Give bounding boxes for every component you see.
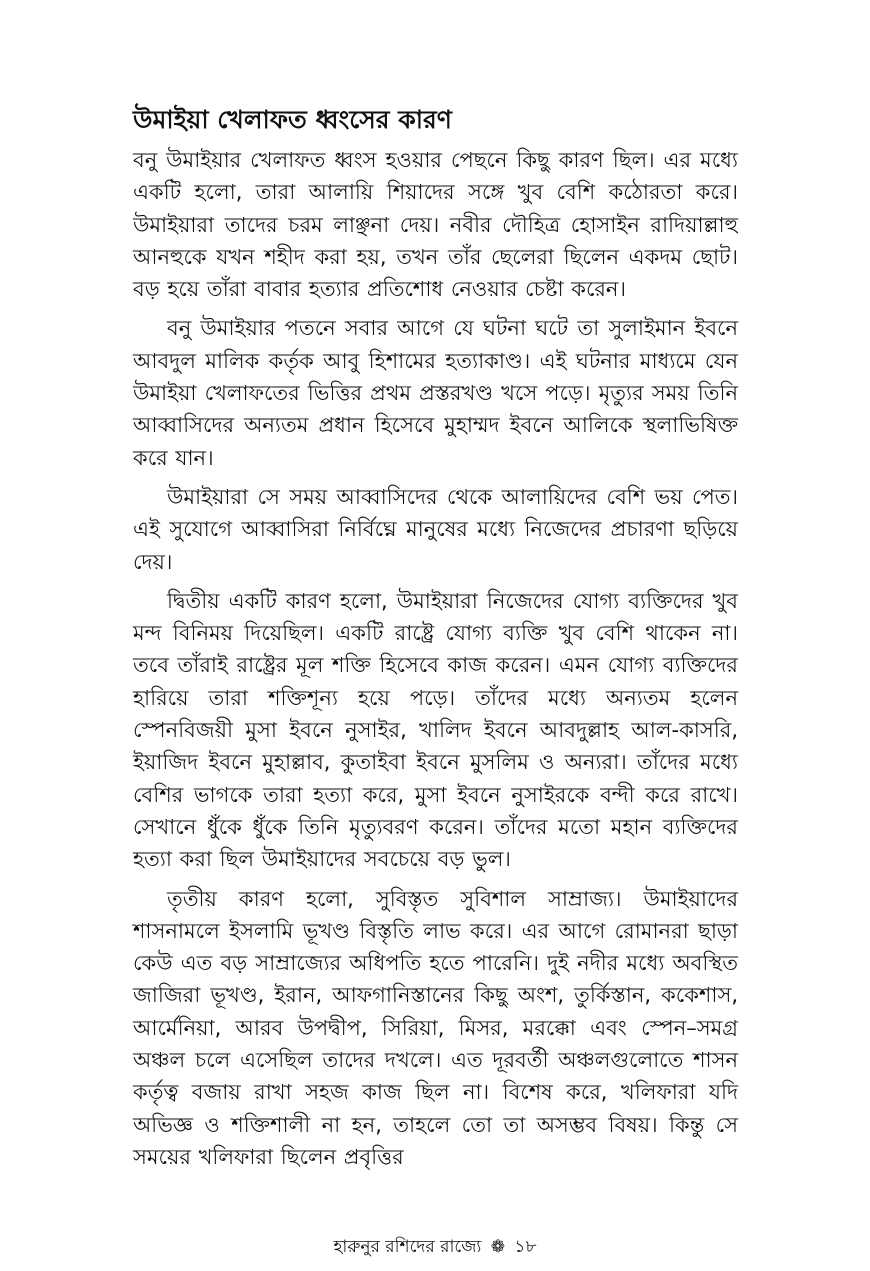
paragraph-5: তৃতীয় কারণ হলো, সুবিস্তৃত সুবিশাল সাম্রাজ্য। উমাইয়াদের শাসনামলে ইসলামি ভূখণ্ড বিস্তৃতি লাভ করে। এর আগে রোমানরা ছাড়া কেউ এত বড় সাম্রাজ্যের অধিপতি হতে পারেনি। দুই নদীর মধ্যে অবস্থিত জাজিরা ভূখণ্ড, ইরান, আফগানিস্তানের কিছু অংশ, তুর্কিস্তান, ককেশাস, আর্মেনিয়া, আরব উপদ্বীপ, সিরিয়া, মিসর, মরক্কো এবং স্পেন–সমগ্র অঞ্চল চলে এসেছিল তাদের দখলে। এত দূরবর্তী অঞ্চলগুলোতে শাসন কর্তৃত্ব বজায় রাখা সহজ কাজ ছিল না। বিশেষ করে, খলিফারা যদি অভিজ্ঞ ও শক্তিশালী না হন, তাহলে তো তা অসম্ভব বিষয়। কিন্তু সে সময়ের খলিফারা ছিলেন প্রবৃত্তির [133, 886, 738, 1169]
paragraph-3: উমাইয়ারা সে সময় আব্বাসিদের থেকে আলায়িদের বেশি ভয় পেত। এই সুযোগে আব্বাসিরা নির্বিঘ্নে মানুষের মধ্যে নিজেদের প্রচারণা ছড়িয়ে দেয়। [133, 484, 738, 574]
page-number: ১৮ [514, 1237, 537, 1257]
paragraph-2: বনু উমাইয়ার পতনে সবার আগে যে ঘটনা ঘটে তা সুলাইমান ইবনে আবদুল মালিক কর্তৃক আবু হিশামের হত্যাকাণ্ড। এই ঘটনার মাধ্যমে যেন উমাইয়া খেলাফতের ভিত্তির প্রথম প্রস্তরখণ্ড খসে পড়ে। মৃত্যুর সময় তিনি আব্বাসিদের অন্যতম প্রধান হিসেবে মুহাম্মদ ইবনে আলিকে স্থলাভিষিক্ত করে যান। [133, 316, 738, 470]
paragraph-4: দ্বিতীয় একটি কারণ হলো, উমাইয়ারা নিজেদের যোগ্য ব্যক্তিদের খুব মন্দ বিনিময় দিয়েছিল। একটি রাষ্ট্রে যোগ্য ব্যক্তি খুব বেশি থাকেন না। তবে তাঁরাই রাষ্ট্রের মূল শক্তি হিসেবে কাজ করেন। এমন যোগ্য ব্যক্তিদের হারিয়ে তারা শক্তিশূন্য হয়ে পড়ে। তাঁদের মধ্যে অন্যতম হলেন স্পেনবিজয়ী মুসা ইবনে নুসাইর, খালিদ ইবনে আবদুল্লাহ আল-কাসরি, ইয়াজিদ ইবনে মুহাল্লাব, কুতাইবা ইবনে মুসলিম ও অন্যরা। তাঁদের মধ্যে বেশির ভাগকে তারা হত্যা করে, মুসা ইবনে নুসাইরকে বন্দী করে রাখে। সেখানে ধুঁকে ধুঁকে তিনি মৃত্যুবরণ করেন। তাঁদের মতো মহান ব্যক্তিদের হত্যা করা ছিল উমাইয়াদের সবচেয়ে বড় ভুল। [133, 588, 738, 872]
footer-book-title: হারুনুর রশিদের রাজ্যে [333, 1237, 482, 1257]
paragraph-1: বনু উমাইয়ার খেলাফত ধ্বংস হওয়ার পেছনে কিছু কারণ ছিল। এর মধ্যে একটি হলো, তারা আলায়ি শিয়াদের সঙ্গে খুব বেশি কঠোরতা করে। উমাইয়ারা তাদের চরম লাঞ্ছনা দেয়। নবীর দৌহিত্র হোসাইন রাদিয়াল্লাহু আনহুকে যখন শহীদ করা হয়, তখন তাঁর ছেলেরা ছিলেন একদম ছোট। বড় হয়ে তাঁরা বাবার হত্যার প্রতিশোধ নেওয়ার চেষ্টা করেন। [133, 148, 738, 302]
page-footer [0, 1236, 870, 1258]
section-heading: উমাইয়া খেলাফত ধ্বংসের কারণ [133, 105, 452, 134]
page-body [133, 100, 738, 1180]
flower-ornament-icon: ❁ [490, 1237, 506, 1257]
